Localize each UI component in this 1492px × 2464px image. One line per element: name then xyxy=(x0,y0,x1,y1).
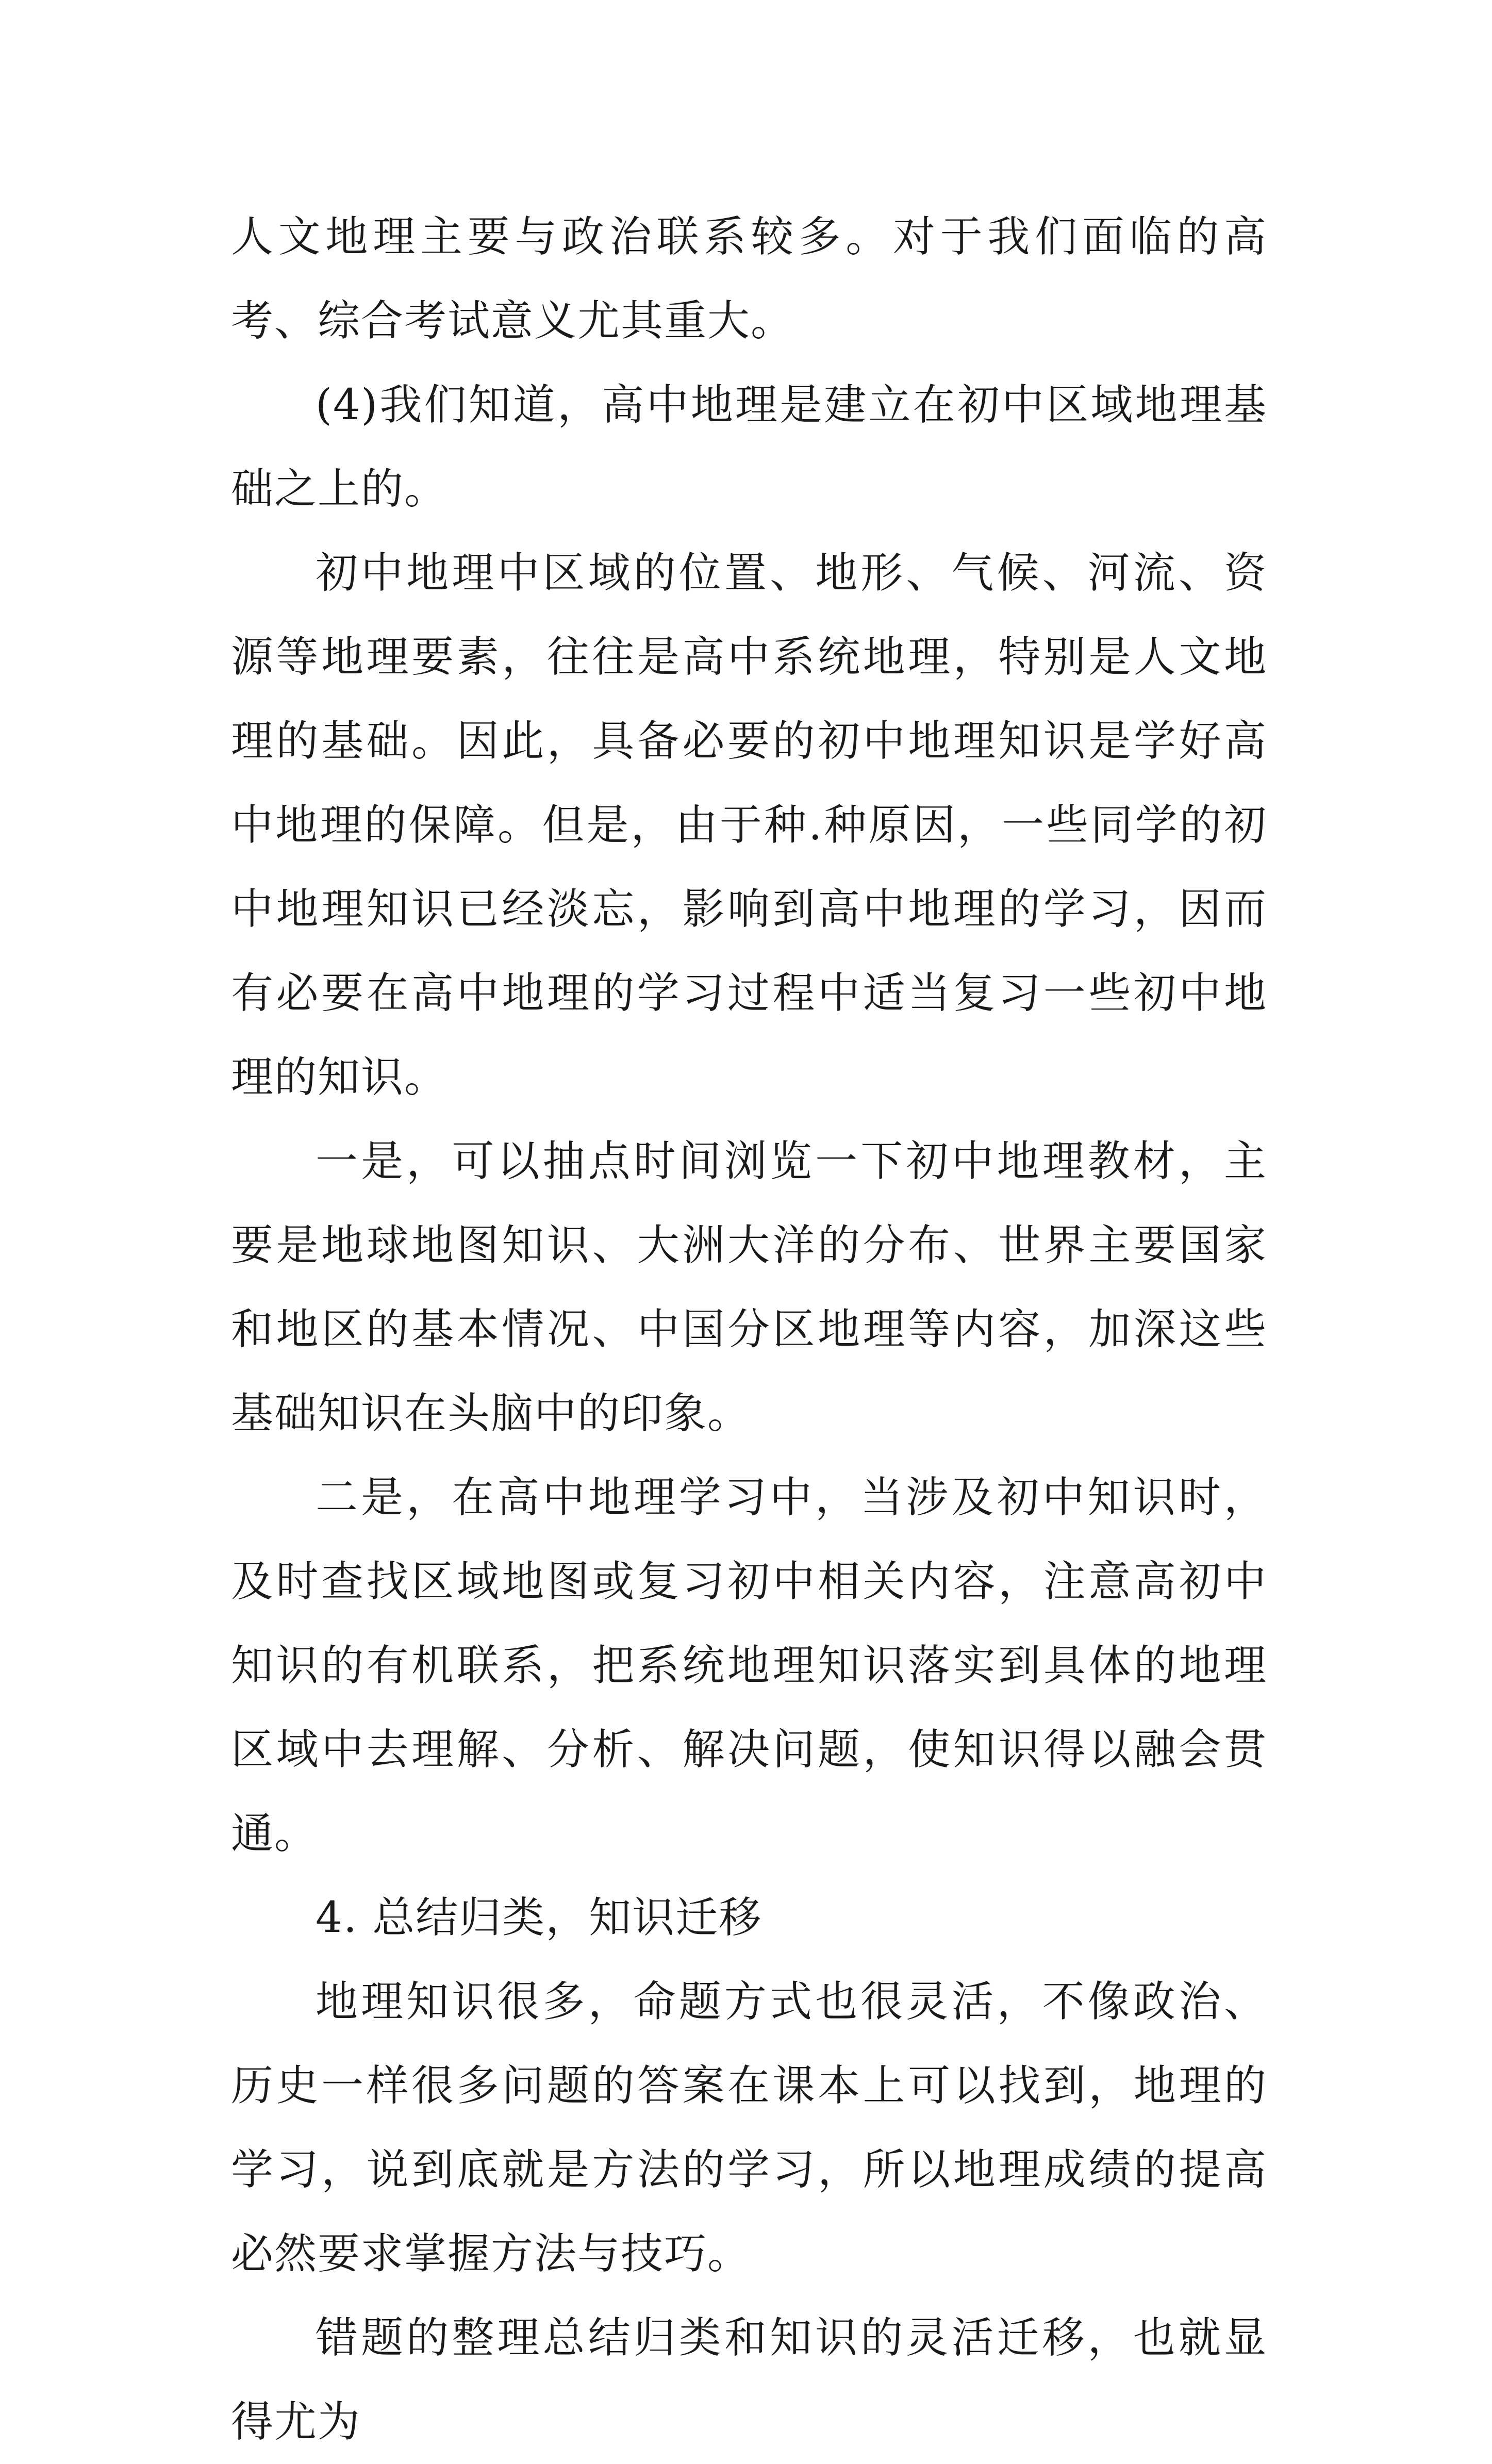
section-heading: 4. 总结归类，知识迁移 xyxy=(316,1893,762,1942)
paragraph: 人文地理主要与政治联系较多。对于我们面临的高考、综合考试意义尤其重大。 xyxy=(231,212,1267,345)
paragraph: 二是，在高中地理学习中，当涉及初中知识时，及时查找区域地图或复习初中相关内容，注意高初中知识的有机联系，把系统地理知识落实到具体的地理区域中去理解、分析、解决问题，使知识得以融会贯通。 xyxy=(231,1473,1267,1858)
paragraph: (4)我们知道，高中地理是建立在初中区域地理基础之上的。 xyxy=(231,381,1267,514)
paragraph: 错题的整理总结归类和知识的灵活迁移，也就显得尤为 xyxy=(231,2313,1267,2446)
document-body xyxy=(231,195,1267,2464)
paragraph: 初中地理中区域的位置、地形、气候、河流、资源等地理要素，往往是高中系统地理，特别是人文地理的基础。因此，具备必要的初中地理知识是学好高中地理的保障。但是，由于种.种原因，一些同学的初中地理知识已经淡忘，影响到高中地理的学习，因而有必要在高中地理的学习过程中适当复习一些初中地理的知识。 xyxy=(231,549,1267,1102)
paragraph: 一是，可以抽点时间浏览一下初中地理教材，主要是地球地图知识、大洲大洋的分布、世界主要国家和地区的基本情况、中国分区地理等内容，加深这些基础知识在头脑中的印象。 xyxy=(231,1137,1267,1438)
paragraph: 地理知识很多，命题方式也很灵活，不像政治、历史一样很多问题的答案在课本上可以找到，地理的学习，说到底就是方法的学习，所以地理成绩的提高必然要求掌握方法与技巧。 xyxy=(231,1977,1267,2278)
